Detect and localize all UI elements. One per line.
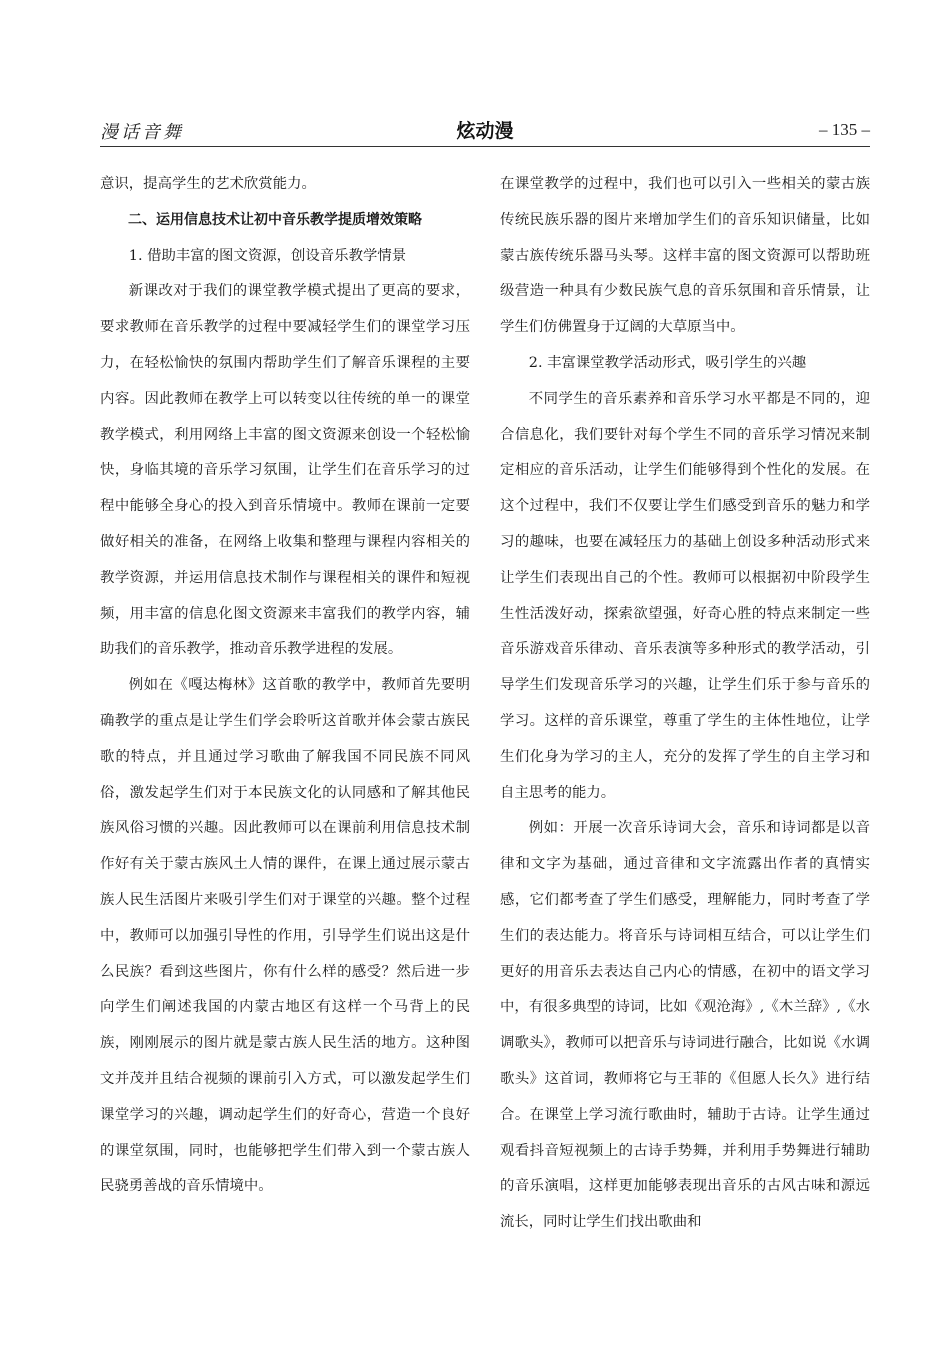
paragraph: 例如在《嘎达梅林》这首歌的教学中，教师首先要明确教学的重点是让学生们学会聆听这首歌并体会蒙古族民歌的特点，并且通过学习歌曲了解我国不同民族不同风俗，激发起学生们对于本民族文化的认同感和了解其他民族风俗习惯的兴趣。因此教师可以在课前利用信息技术制作好有关于蒙古族风土人情的课件，在课上通过展示蒙古族人民生活图片来吸引学生们对于课堂的兴趣。整个过程中，教师可以加强引导性的作用，引导学生们说出这是什么民族？看到这些图片，你有什么样的感受？然后进一步向学生们阐述我国的内蒙古地区有这样一个马背上的民族，刚刚展示的图片就是蒙古族人民生活的地方。这种图文并茂并且结合视频的课前引入方式，可以激发起学生们课堂学习的兴趣，调动起学生们的好奇心，营造一个良好的课堂氛围，同时，也能够把学生们带入到一个蒙古族人民骁勇善战的音乐情境中。 (100, 677, 470, 1195)
left-column (100, 167, 470, 1205)
header-divider (100, 146, 870, 147)
right-column (500, 167, 870, 1241)
paragraph-continuation: 意识，提高学生的艺术欣赏能力。 (100, 176, 316, 192)
journal-title: 炫动漫 (456, 120, 514, 142)
running-header (100, 116, 870, 144)
paragraph: 不同学生的音乐素养和音乐学习水平都是不同的，迎合信息化，我们要针对每个学生不同的音乐学习情况来制定相应的音乐活动，让学生们能够得到个性化的发展。在这个过程中，我们不仅要让学生们感受到音乐的魅力和学习的趣味，也要在减轻压力的基础上创设多种活动形式来让学生们表现出自己的个性。教师可以根据初中阶段学生生性活泼好动，探索欲望强，好奇心胜的特点来制定一些音乐游戏音乐律动、音乐表演等多种形式的教学活动，引导学生们发现音乐学习的兴趣，让学生们乐于参与音乐的学习。这样的音乐课堂，尊重了学生的主体性地位，让学生们化身为学习的主人，充分的发挥了学生的自主学习和自主思考的能力。 (500, 390, 870, 801)
page-number: – 135 – (819, 120, 870, 139)
subheading-2: 2. 丰富课堂教学活动形式，吸引学生的兴趣 (528, 354, 807, 371)
column-name: 漫话音舞 (100, 122, 184, 143)
subheading-1: 1. 借助丰富的图文资源，创设音乐教学情景 (128, 247, 407, 264)
paragraph-continuation: 在课堂教学的过程中，我们也可以引入一些相关的蒙古族传统民族乐器的图片来增加学生们的音乐知识储量，比如蒙古族传统乐器马头琴。这样丰富的图文资源可以帮助班级营造一种具有少数民族气息的音乐氛围和音乐情景，让学生们仿佛置身于辽阔的大草原当中。 (500, 176, 870, 336)
section-heading: 二、运用信息技术让初中音乐教学提质增效策略 (128, 211, 422, 228)
paragraph: 例如：开展一次音乐诗词大会，音乐和诗词都是以音律和文字为基础，通过音律和文字流露出作者的真情实感，它们都考查了学生们感受，理解能力，同时考查了学生们的表达能力。将音乐与诗词相互结合，可以让学生们更好的用音乐去表达自己内心的情感，在初中的语文学习中，有很多典型的诗词，比如《观沧海》,《木兰辞》,《水调歌头》，教师可以把音乐与诗词进行融合，比如说《水调歌头》这首词，教师将它与王菲的《但愿人长久》进行结合。在课堂上学习流行歌曲时，辅助于古诗。让学生通过观看抖音短视频上的古诗手势舞，并利用手势舞进行辅助的音乐演唱，这样更加能够表现出音乐的古风古味和源远流长，同时让学生们找出歌曲和 (500, 820, 870, 1231)
paragraph: 新课改对于我们的课堂教学模式提出了更高的要求，要求教师在音乐教学的过程中要减轻学生们的课堂学习压力，在轻松愉快的氛围内帮助学生们了解音乐课程的主要内容。因此教师在教学上可以转变以往传统的单一的课堂教学模式，利用网络上丰富的图文资源来创设一个轻松愉快，身临其境的音乐学习氛围，让学生们在音乐学习的过程中能够全身心的投入到音乐情境中。教师在课前一定要做好相关的准备，在网络上收集和整理与课程内容相关的教学资源，并运用信息技术制作与课程相关的课件和短视频，用丰富的信息化图文资源来丰富我们的教学内容，辅助我们的音乐教学，推动音乐教学进程的发展。 (100, 283, 470, 658)
